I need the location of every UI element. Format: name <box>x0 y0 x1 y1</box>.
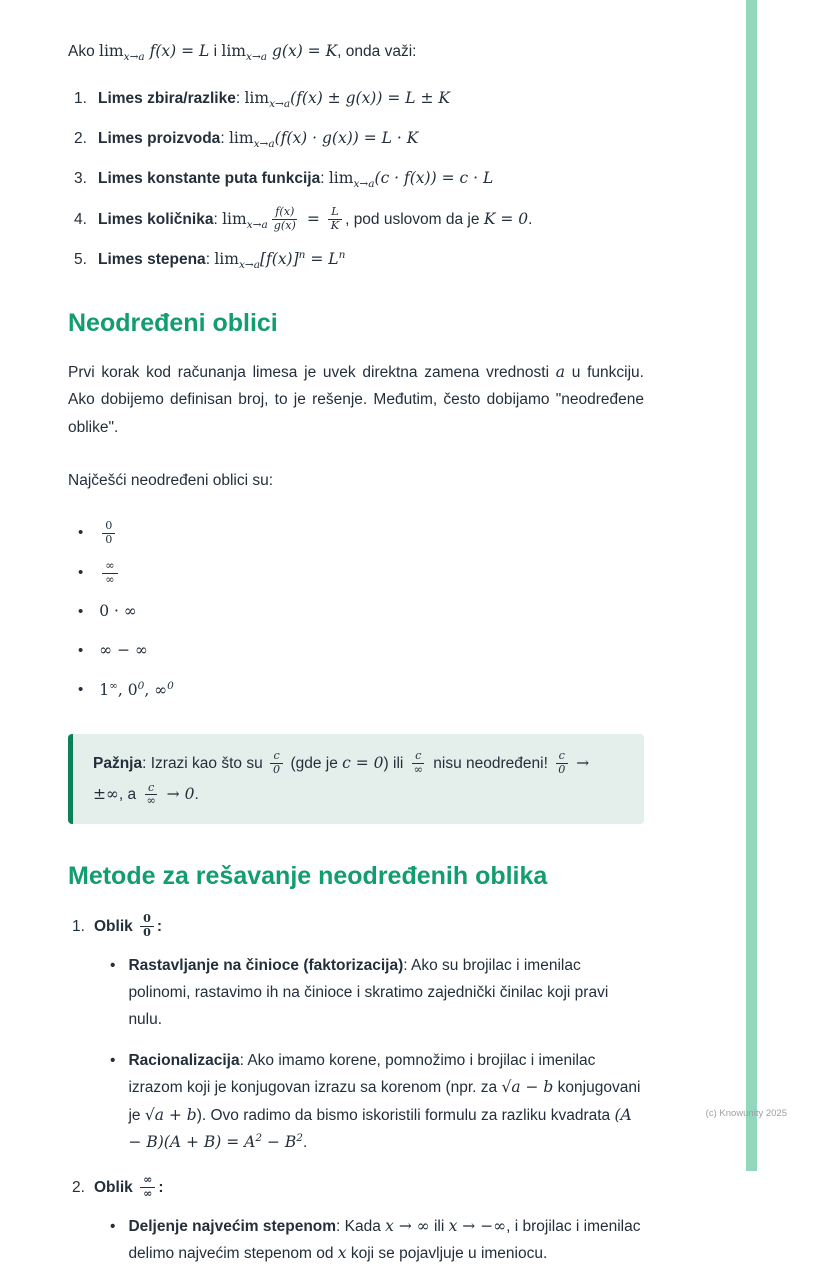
list-number: 3. <box>74 170 87 188</box>
method-title <box>72 913 644 940</box>
form-item <box>78 559 644 586</box>
right-accent-stripe <box>746 0 757 1171</box>
form-item <box>78 598 644 625</box>
section-title-neodredjeni-oblici: Neodređeni oblici <box>68 308 278 337</box>
method-bullet-text: • Racionalizacija: Ako imamo korene, pomnožimo i brojilac i imenilac izrazom koji je konjugovan izrazu sa korenom (npr. za √a − b konjugovani je √a + b). Ovo radimo da bismo iskoristili formulu za razliku kvadrata $(A - B)(A + B) = A^2 - B^2$. <box>128 1052 641 1151</box>
list-number: 1. <box>72 917 85 935</box>
rule-text: Limes količnika: $\lim_{x\to a}$ $\frac{f(x)}{g(x)}$ = $\frac{L}{K}$ , pod uslovom da je K = 0. <box>98 205 533 232</box>
rule-text: Limes konstante puta funkcija: $\lim_{x\to a}(c \cdot f(x)) = c \cdot L$ <box>98 169 494 191</box>
form-text: • 0 · ∞ <box>99 602 137 621</box>
rule-text: Limes stepena: $\lim_{x\to a}[f(x)]^n = L^n$ <box>98 248 346 271</box>
method-bullet <box>110 952 644 1033</box>
list-number: 2. <box>74 130 87 148</box>
method-item-2 <box>72 1174 644 1267</box>
limit-rules-list <box>74 85 644 273</box>
rule-text: Limes proizvoda: $\lim_{x\to a}(f(x) \cdot g(x)) = L \cdot K$ <box>98 129 419 151</box>
rule-item-5 <box>74 246 644 273</box>
callout-text: Pažnja: Izrazi kao što su $\frac{c}{0}$ (gde je c = 0) ili $\frac{c}{\infty}$ nisu neodređeni! $\frac{c}{0}$ → ±∞, a $\frac{c}{\infty}$ → 0. <box>93 749 590 808</box>
body-paragraph: Prvi korak kod računanja limesa je uvek direktna zamena vrednosti a u funkciju. Ako dobijemo definisan broj, to je rešenje. Međutim, često dobijamo "neodređene oblike". <box>68 363 644 436</box>
method-bullet <box>110 1047 644 1156</box>
method-bullet-text: • Deljenje najvećim stepenom: Kada x → ∞ ili x → −∞, i brojilac i imenilac delimo najvećim stepenom od x koji se pojavljuje u imeniocu. <box>128 1216 641 1263</box>
body-paragraph: Najčešći neodređeni oblici su: <box>68 471 274 489</box>
list-number: 2. <box>72 1178 85 1196</box>
rule-item-2 <box>74 125 644 152</box>
indeterminate-forms-list <box>78 520 644 704</box>
document-content <box>68 38 644 1285</box>
rule-item-4 <box>74 206 644 233</box>
form-text: • $\frac{\infty}{\infty}$ <box>99 559 120 586</box>
list-number: 4. <box>74 210 87 228</box>
list-number: 5. <box>74 250 87 268</box>
method-title-text: Oblik $\frac{0}{0}$ : <box>94 912 163 940</box>
form-item <box>78 520 644 547</box>
section-title-metode: Metode za rešavanje neodređenih oblika <box>68 862 548 891</box>
method-title-text: Oblik $\frac{\infty}{\infty}$ : <box>94 1173 164 1201</box>
method-sublist <box>110 952 644 1156</box>
intro-paragraph: Ako $\lim_{x\to a} f(x) = L$ i $\lim_{x\to a} g(x) = K$, onda važi: <box>68 42 417 64</box>
method-sublist <box>110 1213 644 1267</box>
form-text: • $\frac{0}{0}$ <box>99 520 118 547</box>
list-number: 1. <box>74 90 87 108</box>
callout-box <box>68 734 644 824</box>
form-text: • 1∞, $0^0$, ∞$^0$ <box>99 679 174 699</box>
method-title <box>72 1174 644 1201</box>
method-bullet-text: • Rastavljanje na činioce (faktorizacija): Ako su brojilac i imenilac polinomi, rastavimo ih na činioce i skratimo zajednički činilac koji pravi nulu. <box>128 956 609 1029</box>
method-item-1 <box>72 913 644 1156</box>
method-bullet <box>110 1213 644 1267</box>
rule-item-1 <box>74 85 644 112</box>
form-item <box>78 677 644 704</box>
copyright-notice: (c) Knowunity 2025 <box>705 1108 787 1119</box>
methods-list <box>72 913 644 1268</box>
form-item <box>78 637 644 664</box>
rule-text: Limes zbira/razlike: $\lim_{x\to a}(f(x) \pm g(x)) = L \pm K$ <box>98 89 450 111</box>
rule-item-3 <box>74 165 644 192</box>
form-text: • ∞ − ∞ <box>99 641 148 660</box>
